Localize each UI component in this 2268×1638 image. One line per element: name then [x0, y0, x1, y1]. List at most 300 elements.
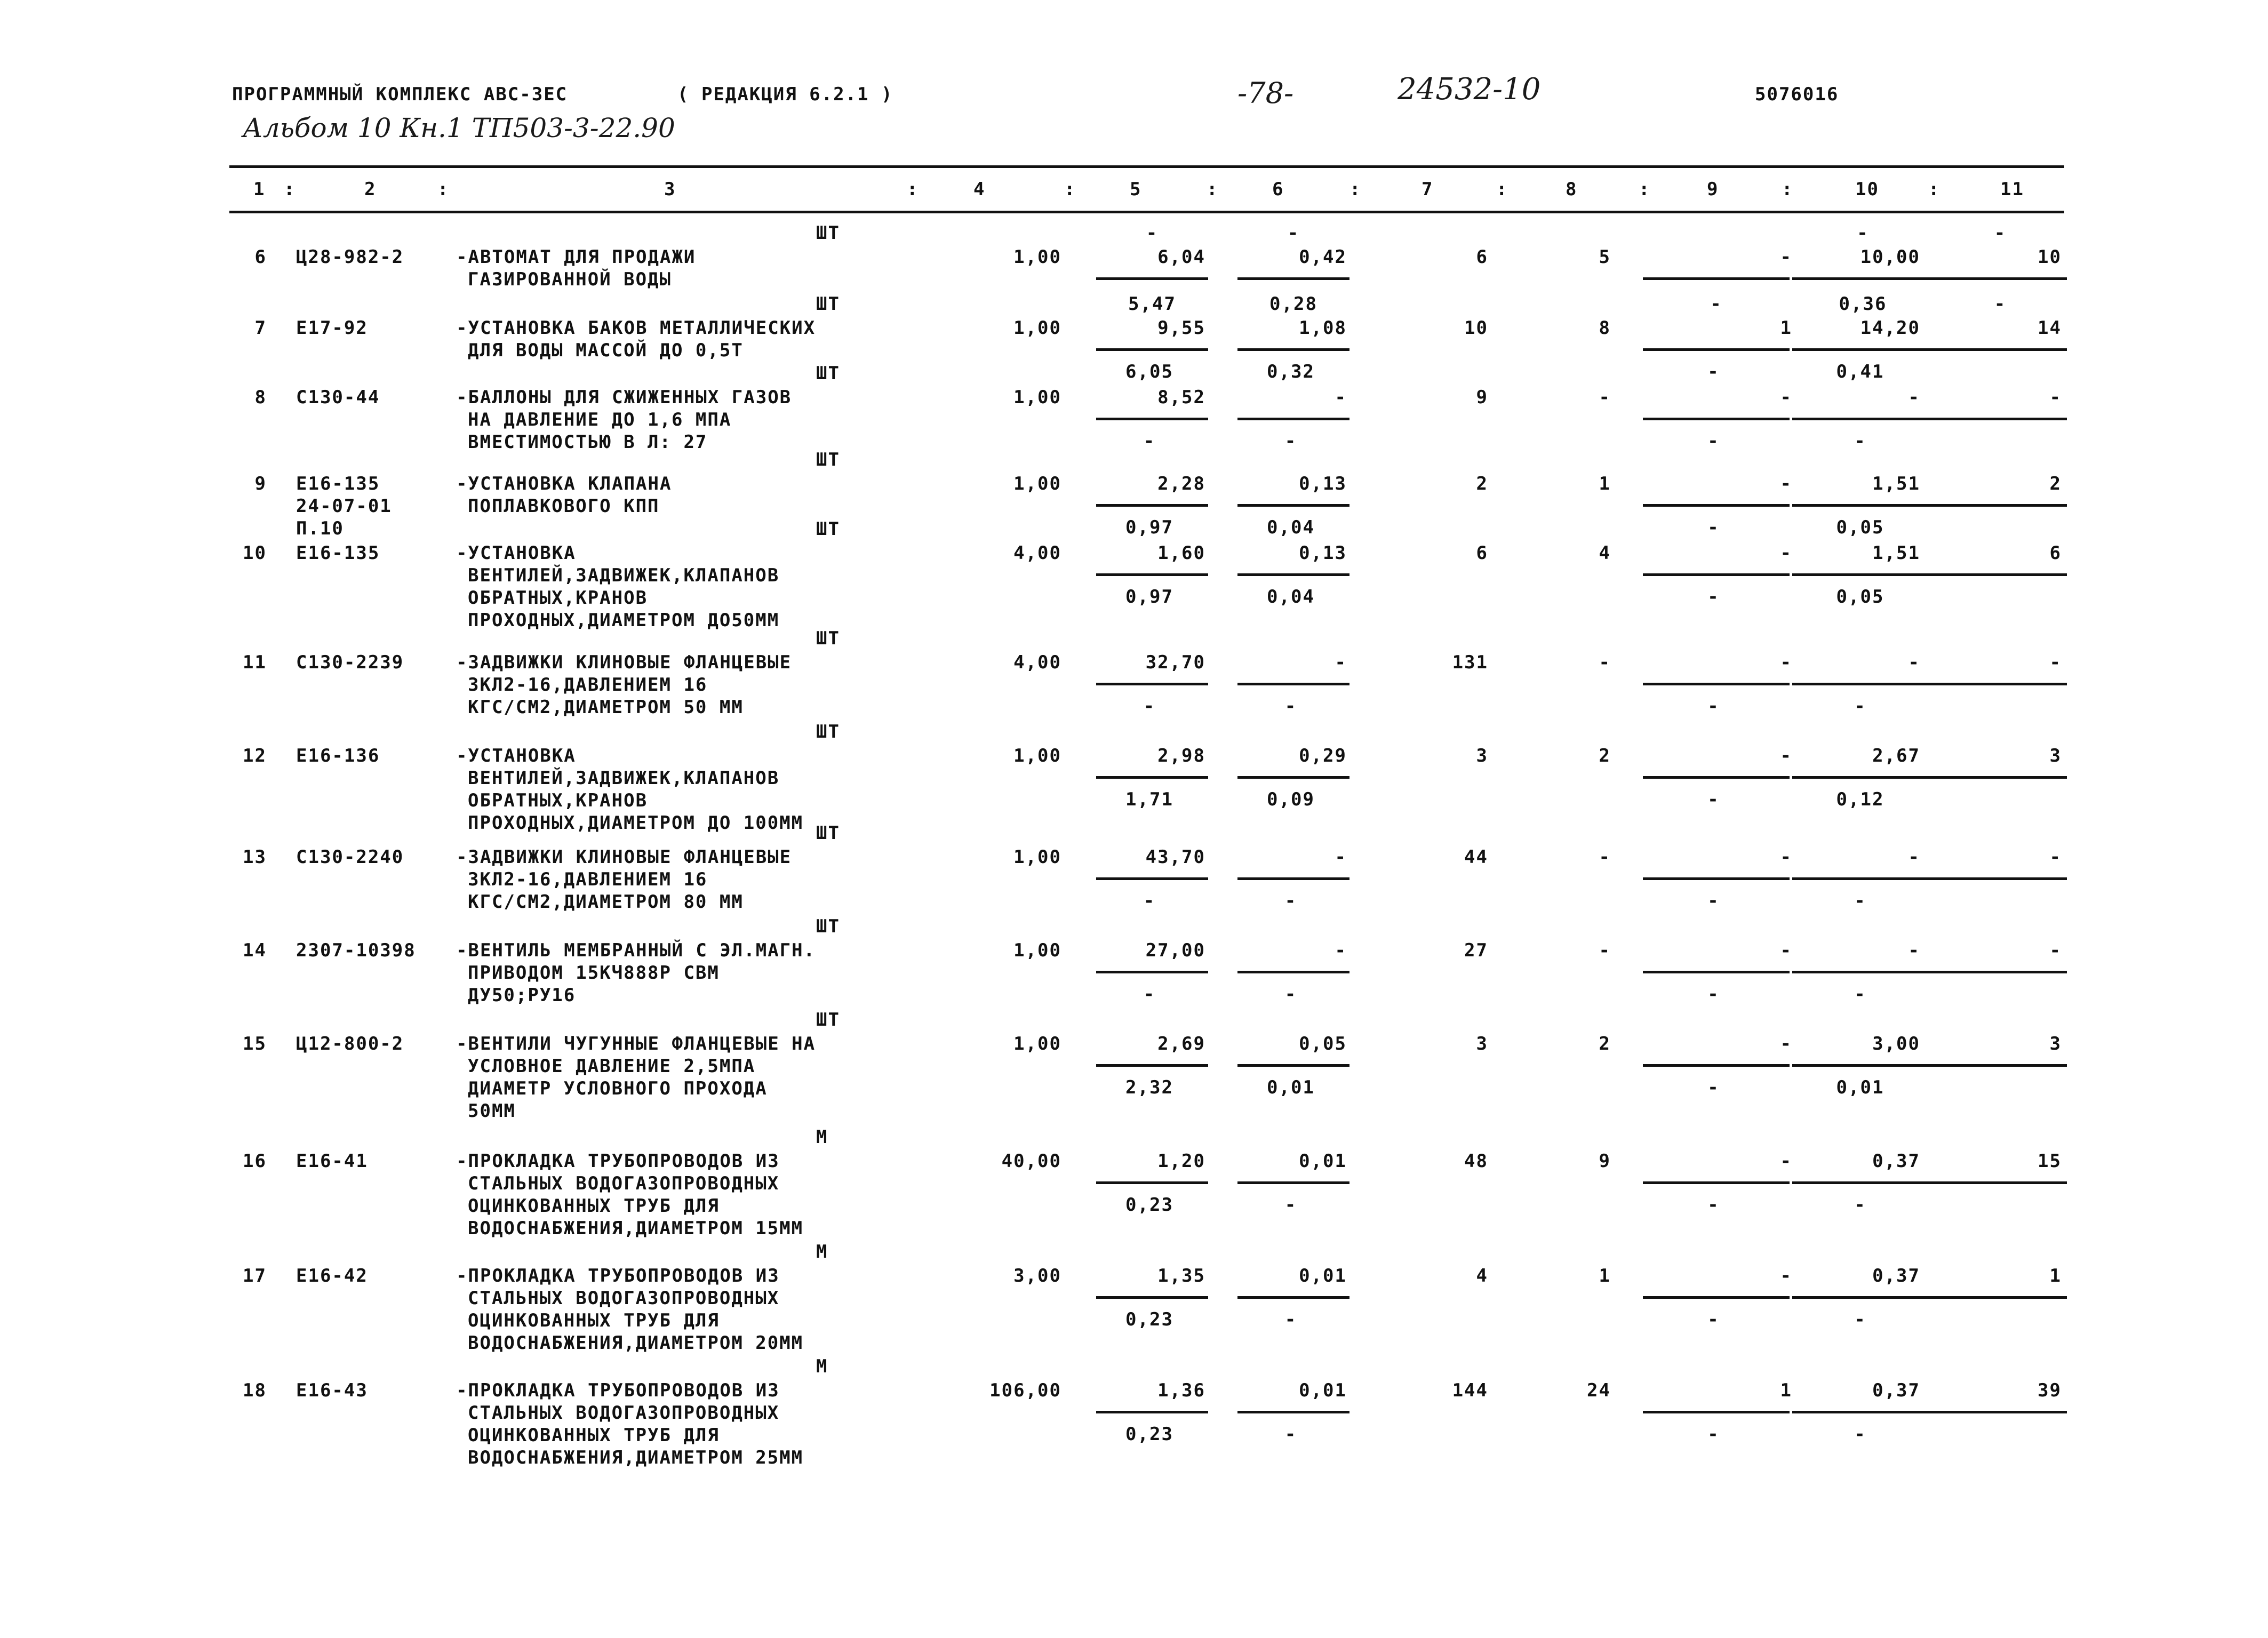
divider-rule	[1643, 776, 1790, 779]
work-description: -ВЕНТИЛИ ЧУГУННЫЕ ФЛАНЦЕВЫЕ НА	[456, 1033, 816, 1054]
col7-value: 2	[1476, 473, 1488, 494]
col8-value: 2	[1599, 1033, 1611, 1054]
col11-value: -	[2049, 652, 2062, 673]
c6-secondary-value: -	[1284, 696, 1297, 717]
col7-value: 44	[1464, 846, 1488, 868]
c5-secondary-value: 0,23	[1125, 1309, 1173, 1330]
work-description: КГС/СМ2,ДИАМЕТРОМ 80 ММ	[468, 891, 744, 913]
col8-value: 5	[1599, 246, 1611, 268]
unit-label: ШТ	[816, 363, 840, 384]
c5-value: 9,55	[1157, 317, 1205, 339]
column-header-6: 6	[1272, 179, 1284, 200]
header-top-rule	[229, 165, 2064, 168]
col7-value: 6	[1476, 246, 1488, 268]
divider-rule	[1792, 877, 1934, 880]
c5-secondary-value: -	[1143, 890, 1156, 912]
row-number: 16	[243, 1150, 267, 1172]
position-code: С130-2240	[296, 846, 404, 868]
divider-rule	[1237, 1064, 1349, 1067]
divider-rule	[1237, 683, 1349, 685]
work-description: -ПРОКЛАДКА ТРУБОПРОВОДОВ ИЗ	[456, 1265, 780, 1287]
row-number: 17	[243, 1265, 267, 1287]
divider-rule	[1934, 1296, 2067, 1299]
work-description: ГАЗИРОВАННОЙ ВОДЫ	[468, 269, 672, 290]
col8-value: 9	[1599, 1150, 1611, 1172]
unit-label: ШТ	[816, 916, 840, 937]
divider-rule	[1934, 418, 2067, 420]
c5-value: 1,20	[1157, 1150, 1205, 1172]
row-number: 11	[243, 652, 267, 673]
col11-value: 6	[2049, 542, 2062, 564]
divider-rule	[1096, 348, 1208, 351]
position-code: Е16-43	[296, 1380, 368, 1401]
unit-label: ШТ	[816, 293, 840, 315]
divider-rule	[1934, 573, 2067, 576]
c10-value: 14,20	[1860, 317, 1920, 339]
work-description: -АВТОМАТ ДЛЯ ПРОДАЖИ	[456, 246, 696, 268]
column-header-8: 8	[1566, 179, 1578, 200]
unit-label: ШТ	[816, 222, 840, 244]
col7-value: 10	[1464, 317, 1488, 339]
col11-value: 14	[2038, 317, 2062, 339]
work-description: ОБРАТНЫХ,КРАНОВ	[468, 790, 648, 811]
col9-value: -	[1780, 542, 1792, 564]
c6-secondary-value: -	[1284, 890, 1297, 912]
c10-value: -	[1908, 940, 1920, 961]
work-description: -ЗАДВИЖКИ КЛИНОВЫЕ ФЛАНЦЕВЫЕ	[456, 846, 792, 868]
c9-secondary-value: -	[1707, 696, 1720, 717]
divider-rule	[1096, 418, 1208, 420]
col8-value: 1	[1599, 473, 1611, 494]
position-code: Ц28-982-2	[296, 246, 404, 268]
divider-rule	[1792, 1411, 1934, 1413]
c6-secondary-value: 0,04	[1267, 586, 1315, 608]
c10-secondary-value: -	[1854, 430, 1866, 452]
position-code: Е17-92	[296, 317, 368, 339]
divider-rule	[1934, 776, 2067, 779]
divider-rule	[1643, 1411, 1790, 1413]
divider-rule	[1643, 683, 1790, 685]
c9-secondary-value: -	[1707, 517, 1720, 538]
divider-rule	[1643, 1181, 1790, 1184]
row-number: 15	[243, 1033, 267, 1054]
c6-top-value: 0,28	[1269, 293, 1317, 315]
divider-rule	[1237, 277, 1349, 280]
position-code: 2307-10398	[296, 940, 416, 961]
divider-rule	[1792, 504, 1934, 507]
position-code: П.10	[296, 518, 344, 539]
divider-rule	[1792, 971, 1934, 973]
c5-secondary-value: 0,97	[1125, 586, 1173, 608]
column-separator: :	[284, 179, 296, 200]
work-description: КГС/СМ2,ДИАМЕТРОМ 50 ММ	[468, 697, 744, 718]
c5-secondary-value: 0,97	[1125, 517, 1173, 538]
c6-value: 1,08	[1299, 317, 1347, 339]
c6-value: 0,42	[1299, 246, 1347, 268]
c6-secondary-value: -	[1284, 1309, 1297, 1330]
c5-secondary-value: 0,23	[1125, 1424, 1173, 1445]
position-code: С130-2239	[296, 652, 404, 673]
column-separator: :	[1782, 179, 1794, 200]
unit-label: ШТ	[816, 449, 840, 470]
c10-value: 0,37	[1872, 1380, 1920, 1401]
column-separator: :	[1349, 179, 1362, 200]
c5-value: 6,04	[1157, 246, 1205, 268]
divider-rule	[1096, 1181, 1208, 1184]
c9-secondary-value: -	[1707, 789, 1720, 810]
c9-secondary-value: -	[1707, 1077, 1720, 1098]
c10-value: 3,00	[1872, 1033, 1920, 1054]
quantity-value: 1,00	[1013, 1033, 1061, 1054]
divider-rule	[1237, 348, 1349, 351]
work-description: ПРОХОДНЫХ,ДИАМЕТРОМ ДО 100ММ	[468, 812, 804, 834]
c6-secondary-value: -	[1284, 1194, 1297, 1216]
quantity-value: 3,00	[1013, 1265, 1061, 1287]
c11-top-value: -	[1994, 293, 2007, 315]
work-description: -ВЕНТИЛЬ МЕМБРАННЫЙ С ЭЛ.МАГН.	[456, 940, 816, 961]
edition-label: ( РЕДАКЦИЯ 6.2.1 )	[677, 84, 893, 105]
col11-value: 3	[2049, 745, 2062, 766]
column-header-3: 3	[664, 179, 676, 200]
quantity-value: 1,00	[1013, 745, 1061, 766]
c9-secondary-value: -	[1707, 984, 1720, 1005]
work-description: -ЗАДВИЖКИ КЛИНОВЫЕ ФЛАНЦЕВЫЕ	[456, 652, 792, 673]
unit-label: ШТ	[816, 1009, 840, 1030]
divider-rule	[1237, 1411, 1349, 1413]
col11-value: 10	[2038, 246, 2062, 268]
c9-secondary-value: -	[1707, 1309, 1720, 1330]
col9-value: -	[1780, 1265, 1792, 1287]
col7-value: 144	[1452, 1380, 1488, 1401]
divider-rule	[1237, 418, 1349, 420]
c5-top-value: -	[1146, 222, 1159, 244]
col7-value: 9	[1476, 387, 1488, 408]
c6-secondary-value: -	[1284, 1424, 1297, 1445]
c6-value: 0,29	[1299, 745, 1347, 766]
work-description: ДЛЯ ВОДЫ МАССОЙ ДО 0,5Т	[468, 340, 744, 361]
column-header-1: 1	[253, 179, 266, 200]
divider-rule	[1643, 877, 1790, 880]
col11-value: 2	[2049, 473, 2062, 494]
divider-rule	[1096, 683, 1208, 685]
work-description: ПОПЛАВКОВОГО КПП	[468, 496, 660, 517]
divider-rule	[1096, 1411, 1208, 1413]
c6-secondary-value: 0,01	[1267, 1077, 1315, 1098]
col9-value: -	[1780, 1150, 1792, 1172]
divider-rule	[1792, 1296, 1934, 1299]
quantity-value: 1,00	[1013, 387, 1061, 408]
c5-secondary-value: 2,32	[1125, 1077, 1173, 1098]
divider-rule	[1792, 277, 1934, 280]
position-code: Е16-135	[296, 473, 380, 494]
divider-rule	[1237, 1181, 1349, 1184]
column-header-2: 2	[364, 179, 377, 200]
divider-rule	[1643, 1296, 1790, 1299]
work-description: -УСТАНОВКА	[456, 745, 576, 766]
row-number: 8	[254, 387, 267, 408]
work-description: СТАЛЬНЫХ ВОДОГАЗОПРОВОДНЫХ	[468, 1402, 780, 1424]
work-description: ВОДОСНАБЖЕНИЯ,ДИАМЕТРОМ 25ММ	[468, 1447, 804, 1468]
col9-value: -	[1780, 1033, 1792, 1054]
col9-value: 1	[1780, 1380, 1792, 1401]
work-description: -БАЛЛОНЫ ДЛЯ СЖИЖЕННЫХ ГАЗОВ	[456, 387, 792, 408]
c6-top-value: -	[1287, 222, 1300, 244]
divider-rule	[1643, 504, 1790, 507]
column-separator: :	[1928, 179, 1940, 200]
divider-rule	[1237, 971, 1349, 973]
unit-label: М	[816, 1356, 828, 1377]
c6-secondary-value: -	[1284, 984, 1297, 1005]
album-reference: Альбом 10 Кн.1 ТП503-3-22.90	[243, 113, 675, 143]
divider-rule	[1792, 683, 1934, 685]
quantity-value: 1,00	[1013, 846, 1061, 868]
row-number: 18	[243, 1380, 267, 1401]
col7-value: 3	[1476, 745, 1488, 766]
divider-rule	[1096, 573, 1208, 576]
col11-value: 39	[2038, 1380, 2062, 1401]
work-description: ОЦИНКОВАННЫХ ТРУБ ДЛЯ	[468, 1310, 720, 1331]
col9-value: -	[1780, 473, 1792, 494]
c5-secondary-value: 6,05	[1125, 361, 1173, 382]
col9-value: -	[1780, 745, 1792, 766]
col7-value: 27	[1464, 940, 1488, 961]
c9-secondary-value: -	[1707, 430, 1720, 452]
quantity-value: 1,00	[1013, 940, 1061, 961]
unit-label: М	[816, 1241, 828, 1263]
row-number: 13	[243, 846, 267, 868]
c6-value: 0,01	[1299, 1265, 1347, 1287]
work-description: ЗКЛ2-16,ДАВЛЕНИЕМ 16	[468, 869, 708, 890]
divider-rule	[1934, 277, 2067, 280]
work-description: ВЕНТИЛЕЙ,ЗАДВИЖЕК,КЛАПАНОВ	[468, 768, 780, 789]
divider-rule	[1237, 504, 1349, 507]
c10-secondary-value: 0,01	[1836, 1077, 1884, 1098]
column-separator: :	[1207, 179, 1219, 200]
divider-rule	[1643, 277, 1790, 280]
position-code: 24-07-01	[296, 496, 392, 517]
c5-secondary-value: -	[1143, 430, 1156, 452]
c9-secondary-value: -	[1707, 1194, 1720, 1216]
divider-rule	[1096, 971, 1208, 973]
document-number: 5076016	[1755, 84, 1839, 105]
column-header-10: 10	[1855, 179, 1879, 200]
c10-secondary-value: -	[1854, 1424, 1866, 1445]
unit-label: М	[816, 1126, 828, 1148]
c5-value: 2,98	[1157, 745, 1205, 766]
work-description: СТАЛЬНЫХ ВОДОГАЗОПРОВОДНЫХ	[468, 1288, 780, 1309]
work-description: -ПРОКЛАДКА ТРУБОПРОВОДОВ ИЗ	[456, 1380, 780, 1401]
work-description: ЗКЛ2-16,ДАВЛЕНИЕМ 16	[468, 674, 708, 696]
c10-secondary-value: -	[1854, 890, 1866, 912]
divider-rule	[1096, 1064, 1208, 1067]
c10-secondary-value: 0,05	[1836, 586, 1884, 608]
c6-value: -	[1335, 940, 1347, 961]
divider-rule	[1096, 877, 1208, 880]
col9-value: -	[1780, 652, 1792, 673]
column-separator: :	[907, 179, 919, 200]
col7-value: 6	[1476, 542, 1488, 564]
col9-value: -	[1780, 246, 1792, 268]
c6-secondary-value: 0,32	[1267, 361, 1315, 382]
program-name: ПРОГРАММНЫЙ КОМПЛЕКС АВС-ЗЕС	[232, 84, 568, 105]
col7-value: 3	[1476, 1033, 1488, 1054]
unit-label: ШТ	[816, 822, 840, 844]
work-description: ДУ50;РУ16	[468, 985, 576, 1006]
divider-rule	[1096, 504, 1208, 507]
col7-value: 4	[1476, 1265, 1488, 1287]
col11-value: -	[2049, 940, 2062, 961]
c6-value: 0,01	[1299, 1380, 1347, 1401]
c10-secondary-value: -	[1854, 1194, 1866, 1216]
col11-value: 15	[2038, 1150, 2062, 1172]
c6-value: 0,13	[1299, 473, 1347, 494]
c10-value: 1,51	[1872, 473, 1920, 494]
c9-secondary-value: -	[1707, 1424, 1720, 1445]
divider-rule	[1237, 877, 1349, 880]
c6-secondary-value: 0,09	[1267, 789, 1315, 810]
divider-rule	[1934, 971, 2067, 973]
c9-top-value: -	[1710, 293, 1722, 315]
col9-value: -	[1780, 387, 1792, 408]
c10-top-value: -	[1857, 222, 1869, 244]
c5-value: 1,35	[1157, 1265, 1205, 1287]
divider-rule	[1934, 1411, 2067, 1413]
divider-rule	[1792, 573, 1934, 576]
row-number: 12	[243, 745, 267, 766]
divider-rule	[1792, 418, 1934, 420]
work-description: НА ДАВЛЕНИЕ ДО 1,6 МПА	[468, 409, 732, 430]
c6-value: -	[1335, 846, 1347, 868]
c10-secondary-value: 0,05	[1836, 517, 1884, 538]
position-code: Е16-42	[296, 1265, 368, 1287]
c6-value: 0,05	[1299, 1033, 1347, 1054]
work-description: ВОДОСНАБЖЕНИЯ,ДИАМЕТРОМ 20ММ	[468, 1332, 804, 1354]
c6-secondary-value: -	[1284, 430, 1297, 452]
divider-rule	[1237, 573, 1349, 576]
row-number: 10	[243, 542, 267, 564]
c5-top-value: 5,47	[1128, 293, 1176, 315]
work-description: ОБРАТНЫХ,КРАНОВ	[468, 587, 648, 609]
col9-value: -	[1780, 846, 1792, 868]
divider-rule	[1792, 776, 1934, 779]
c6-value: -	[1335, 387, 1347, 408]
c5-secondary-value: -	[1143, 984, 1156, 1005]
divider-rule	[1096, 1296, 1208, 1299]
divider-rule	[1643, 348, 1790, 351]
quantity-value: 106,00	[989, 1380, 1061, 1401]
column-header-7: 7	[1422, 179, 1434, 200]
divider-rule	[1934, 1181, 2067, 1184]
c9-secondary-value: -	[1707, 890, 1720, 912]
column-header-11: 11	[2000, 179, 2024, 200]
c10-secondary-value: -	[1854, 1309, 1866, 1330]
divider-rule	[1643, 573, 1790, 576]
divider-rule	[1792, 1064, 1934, 1067]
c10-value: -	[1908, 846, 1920, 868]
divider-rule	[1643, 1064, 1790, 1067]
work-description: 50ММ	[468, 1100, 516, 1122]
position-code: Е16-135	[296, 542, 380, 564]
header-bottom-rule	[229, 211, 2064, 213]
position-code: Е16-136	[296, 745, 380, 766]
position-code: С130-44	[296, 387, 380, 408]
col11-value: -	[2049, 387, 2062, 408]
col8-value: -	[1599, 652, 1611, 673]
divider-rule	[1237, 1296, 1349, 1299]
c9-secondary-value: -	[1707, 586, 1720, 608]
column-separator: :	[1064, 179, 1076, 200]
work-description: -УСТАНОВКА	[456, 542, 576, 564]
c5-secondary-value: -	[1143, 696, 1156, 717]
col8-value: -	[1599, 846, 1611, 868]
work-description: ВЕНТИЛЕЙ,ЗАДВИЖЕК,КЛАПАНОВ	[468, 565, 780, 586]
col8-value: -	[1599, 387, 1611, 408]
divider-rule	[1934, 877, 2067, 880]
c5-value: 27,00	[1145, 940, 1205, 961]
handwritten-code: 24532-10	[1397, 72, 1541, 107]
work-description: -ПРОКЛАДКА ТРУБОПРОВОДОВ ИЗ	[456, 1150, 780, 1172]
c9-secondary-value: -	[1707, 361, 1720, 382]
column-header-9: 9	[1707, 179, 1719, 200]
divider-rule	[1792, 1181, 1934, 1184]
c10-secondary-value: 0,12	[1836, 789, 1884, 810]
c10-value: 0,37	[1872, 1265, 1920, 1287]
position-code: Е16-41	[296, 1150, 368, 1172]
row-number: 6	[254, 246, 267, 268]
work-description: ПРИВОДОМ 15КЧ888Р СВМ	[468, 962, 720, 984]
c11-top-value: -	[1994, 222, 2007, 244]
col8-value: 4	[1599, 542, 1611, 564]
divider-rule	[1792, 348, 1934, 351]
col8-value: 8	[1599, 317, 1611, 339]
divider-rule	[1934, 1064, 2067, 1067]
col11-value: 3	[2049, 1033, 2062, 1054]
c5-value: 2,28	[1157, 473, 1205, 494]
col8-value: 24	[1587, 1380, 1611, 1401]
divider-rule	[1934, 504, 2067, 507]
c10-value: 1,51	[1872, 542, 1920, 564]
c10-secondary-value: -	[1854, 696, 1866, 717]
c10-value: 10,00	[1860, 246, 1920, 268]
col11-value: 1	[2049, 1265, 2062, 1287]
c5-value: 43,70	[1145, 846, 1205, 868]
column-separator: :	[1639, 179, 1651, 200]
col8-value: 2	[1599, 745, 1611, 766]
quantity-value: 4,00	[1013, 542, 1061, 564]
col9-value: 1	[1780, 317, 1792, 339]
divider-rule	[1643, 418, 1790, 420]
column-separator: :	[1496, 179, 1508, 200]
column-header-5: 5	[1130, 179, 1142, 200]
work-description: СТАЛЬНЫХ ВОДОГАЗОПРОВОДНЫХ	[468, 1173, 780, 1194]
quantity-value: 1,00	[1013, 317, 1061, 339]
position-code: Ц12-800-2	[296, 1033, 404, 1054]
c6-value: -	[1335, 652, 1347, 673]
c10-value: 2,67	[1872, 745, 1920, 766]
work-description: ОЦИНКОВАННЫХ ТРУБ ДЛЯ	[468, 1425, 720, 1446]
work-description: -УСТАНОВКА БАКОВ МЕТАЛЛИЧЕСКИХ	[456, 317, 816, 339]
divider-rule	[1934, 683, 2067, 685]
c5-secondary-value: 0,23	[1125, 1194, 1173, 1216]
c6-secondary-value: 0,04	[1267, 517, 1315, 538]
unit-label: ШТ	[816, 628, 840, 649]
quantity-value: 1,00	[1013, 473, 1061, 494]
divider-rule	[1096, 277, 1208, 280]
work-description: ПРОХОДНЫХ,ДИАМЕТРОМ ДО50ММ	[468, 610, 780, 631]
work-description: ВМЕСТИМОСТЬЮ В Л: 27	[468, 432, 708, 453]
col9-value: -	[1780, 940, 1792, 961]
work-description: ДИАМЕТР УСЛОВНОГО ПРОХОДА	[468, 1078, 768, 1099]
